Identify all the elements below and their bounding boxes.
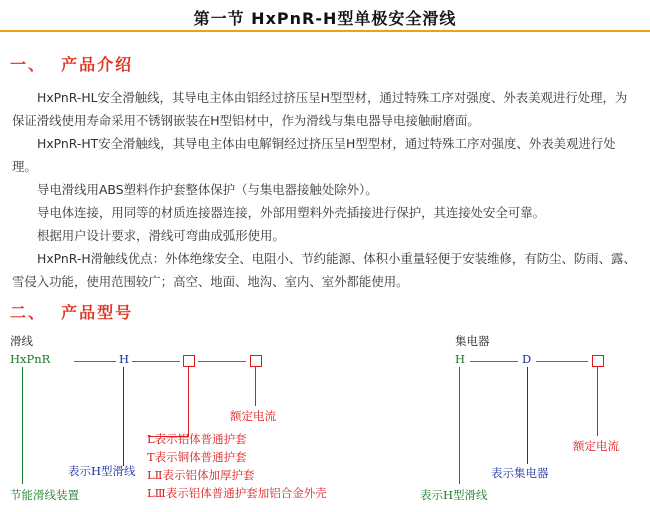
right-code-h: H	[455, 352, 466, 366]
intro-text	[12, 86, 638, 293]
page-title: 第一节 HxPnR-H型单极安全滑线	[193, 9, 457, 28]
right-rated-current: 额定电流	[573, 439, 619, 453]
section-heading-intro: 一、 产品介绍	[10, 55, 134, 74]
left-dash-2	[132, 361, 180, 362]
jacket-option: LⅡ表示铝体加厚护套	[147, 468, 255, 482]
leader-code	[22, 367, 23, 484]
right-leader-current	[597, 367, 598, 436]
right-dash-2	[536, 361, 588, 362]
right-h-meaning: 表示H型滑线	[420, 488, 488, 502]
right-leader-d	[527, 367, 528, 464]
leader-h	[123, 367, 124, 466]
intro-paragraph: 导电体连接，用同等的材质连接器连接，外部用塑料外壳插接进行保护，其连接处安全可靠。	[37, 205, 546, 220]
left-code-meaning: 节能滑线装置	[10, 488, 79, 502]
leader-current	[255, 367, 256, 406]
left-caption: 滑线	[10, 334, 33, 348]
intro-paragraph: 导电滑线用ABS塑料作护套整体保护（与集电器接触处除外）。	[37, 182, 378, 197]
intro-paragraph: HxPnR-HL安全滑触线，其导电主体由铝经过挤压呈H型型材，通过特殊工序对强度、外表美观进行处理，为保证滑线使用寿命采用不锈钢嵌装在H型铝材中，作为滑线与集电器导电接触耐磨面。	[12, 90, 628, 128]
left-h-meaning: 表示H型滑线	[68, 464, 136, 478]
intro-paragraph: HxPnR-HT安全滑触线，其导电主体由电解铜经过挤压呈H型型材，通过特殊工序对强度、外表美观进行处理。	[12, 136, 616, 174]
right-d-meaning: 表示集电器	[491, 466, 549, 480]
intro-paragraph: HxPnR-H滑触线优点：外体绝缘安全、电阻小、节约能源、体积小重量轻便于安装维修，有防尘、防雨、露、雪侵入功能，使用范围较广；高空、地面、地沟、室内、室外都能使用。	[12, 251, 636, 289]
title-rule	[0, 30, 650, 32]
jacket-option: LⅢ表示铝体普通护套加铝合金外壳	[147, 486, 327, 500]
jacket-option: L表示铝体普通护套	[147, 432, 247, 446]
left-rated-current: 额定电流	[230, 409, 276, 423]
leader-jacket	[188, 367, 189, 436]
left-box-jacket	[183, 355, 195, 367]
right-caption: 集电器	[455, 334, 490, 348]
left-code-h: H	[119, 352, 130, 366]
right-dash-1	[470, 361, 518, 362]
model-diagram	[0, 330, 650, 512]
right-box-current	[592, 355, 604, 367]
intro-paragraph: 根据用户设计要求，滑线可弯曲成弧形使用。	[37, 228, 285, 243]
left-dash-1	[74, 361, 116, 362]
left-code-hxpnr: HxPnR	[10, 352, 51, 366]
section-heading-model: 二、 产品型号	[10, 303, 134, 322]
right-leader-h	[459, 367, 460, 484]
left-box-current	[250, 355, 262, 367]
left-dash-3	[198, 361, 246, 362]
jacket-option: T表示铜体普通护套	[147, 450, 247, 464]
right-code-d: D	[522, 352, 532, 366]
